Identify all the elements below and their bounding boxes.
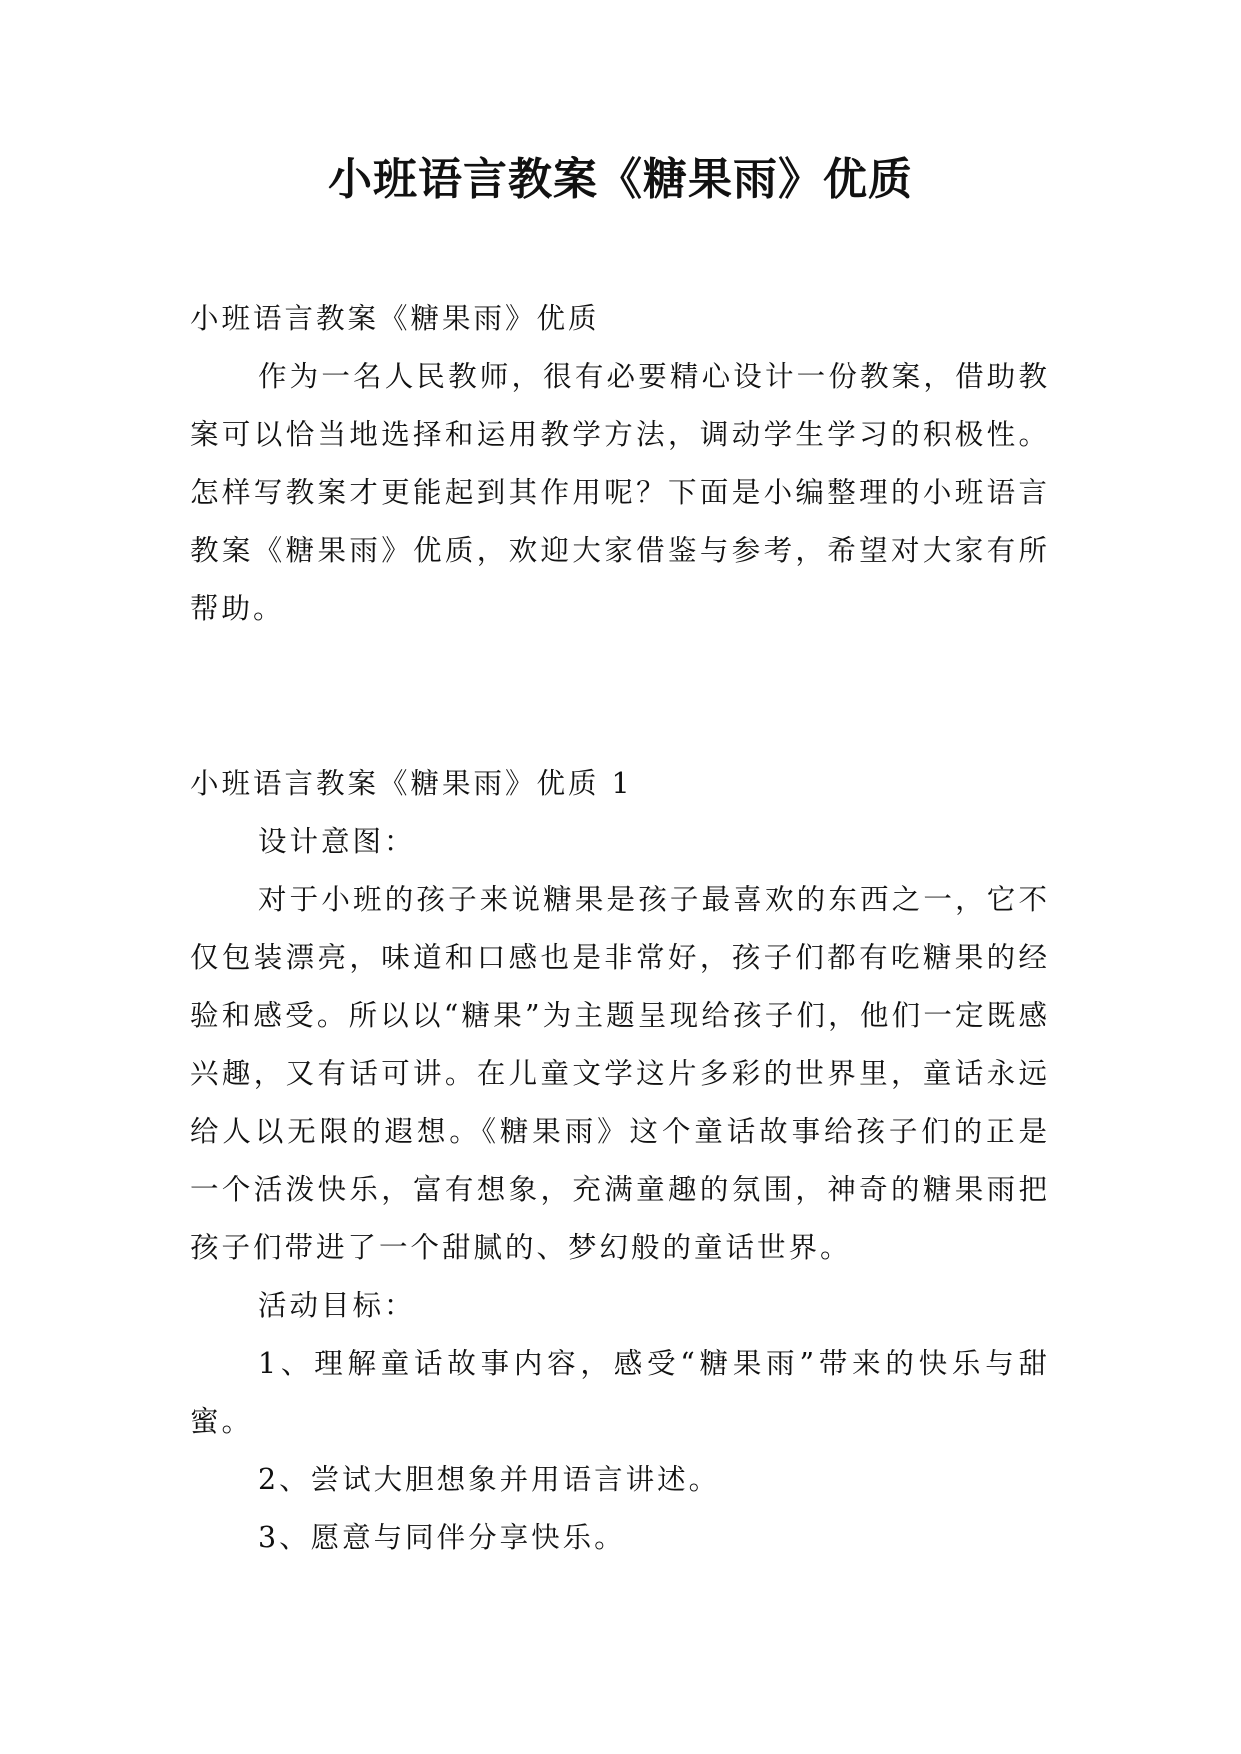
goal-item-2: 2、尝试大胆想象并用语言讲述。 [258,1463,721,1496]
intro-heading: 小班语言教案《糖果雨》优质 [190,302,600,335]
intro-paragraph: 作为一名人民教师，很有必要精心设计一份教案，借助教案可以恰当地选择和运用教学方法，调动学生学习的积极性。怎样写教案才更能起到其作用呢？下面是小编整理的小班语言教案《糖果雨》优质，欢迎大家借鉴与参考，希望对大家有所帮助。 [190,360,1050,625]
goal-item-3: 3、愿意与同伴分享快乐。 [258,1521,626,1554]
section-1-heading: 小班语言教案《糖果雨》优质 1 [190,767,633,800]
section-1 [190,755,1050,1567]
activity-goals-label: 活动目标： [258,1289,416,1322]
document-title: 小班语言教案《糖果雨》优质 [328,154,913,205]
goal-item-1: 1、理解童话故事内容，感受“糖果雨”带来的快乐与甜蜜。 [190,1347,1050,1438]
intro-section [190,290,1050,638]
design-intent-paragraph: 对于小班的孩子来说糖果是孩子最喜欢的东西之一，它不仅包装漂亮，味道和口感也是非常好，孩子们都有吃糖果的经验和感受。所以以“糖果”为主题呈现给孩子们，他们一定既感兴趣，又有话可讲。在儿童文学这片多彩的世界里，童话永远给人以无限的遐想。《糖果雨》这个童话故事给孩子们的正是一个活泼快乐，富有想象，充满童趣的氛围，神奇的糖果雨把孩子们带进了一个甜腻的、梦幻般的童话世界。 [190,883,1050,1264]
design-intent-label: 设计意图： [258,825,416,858]
